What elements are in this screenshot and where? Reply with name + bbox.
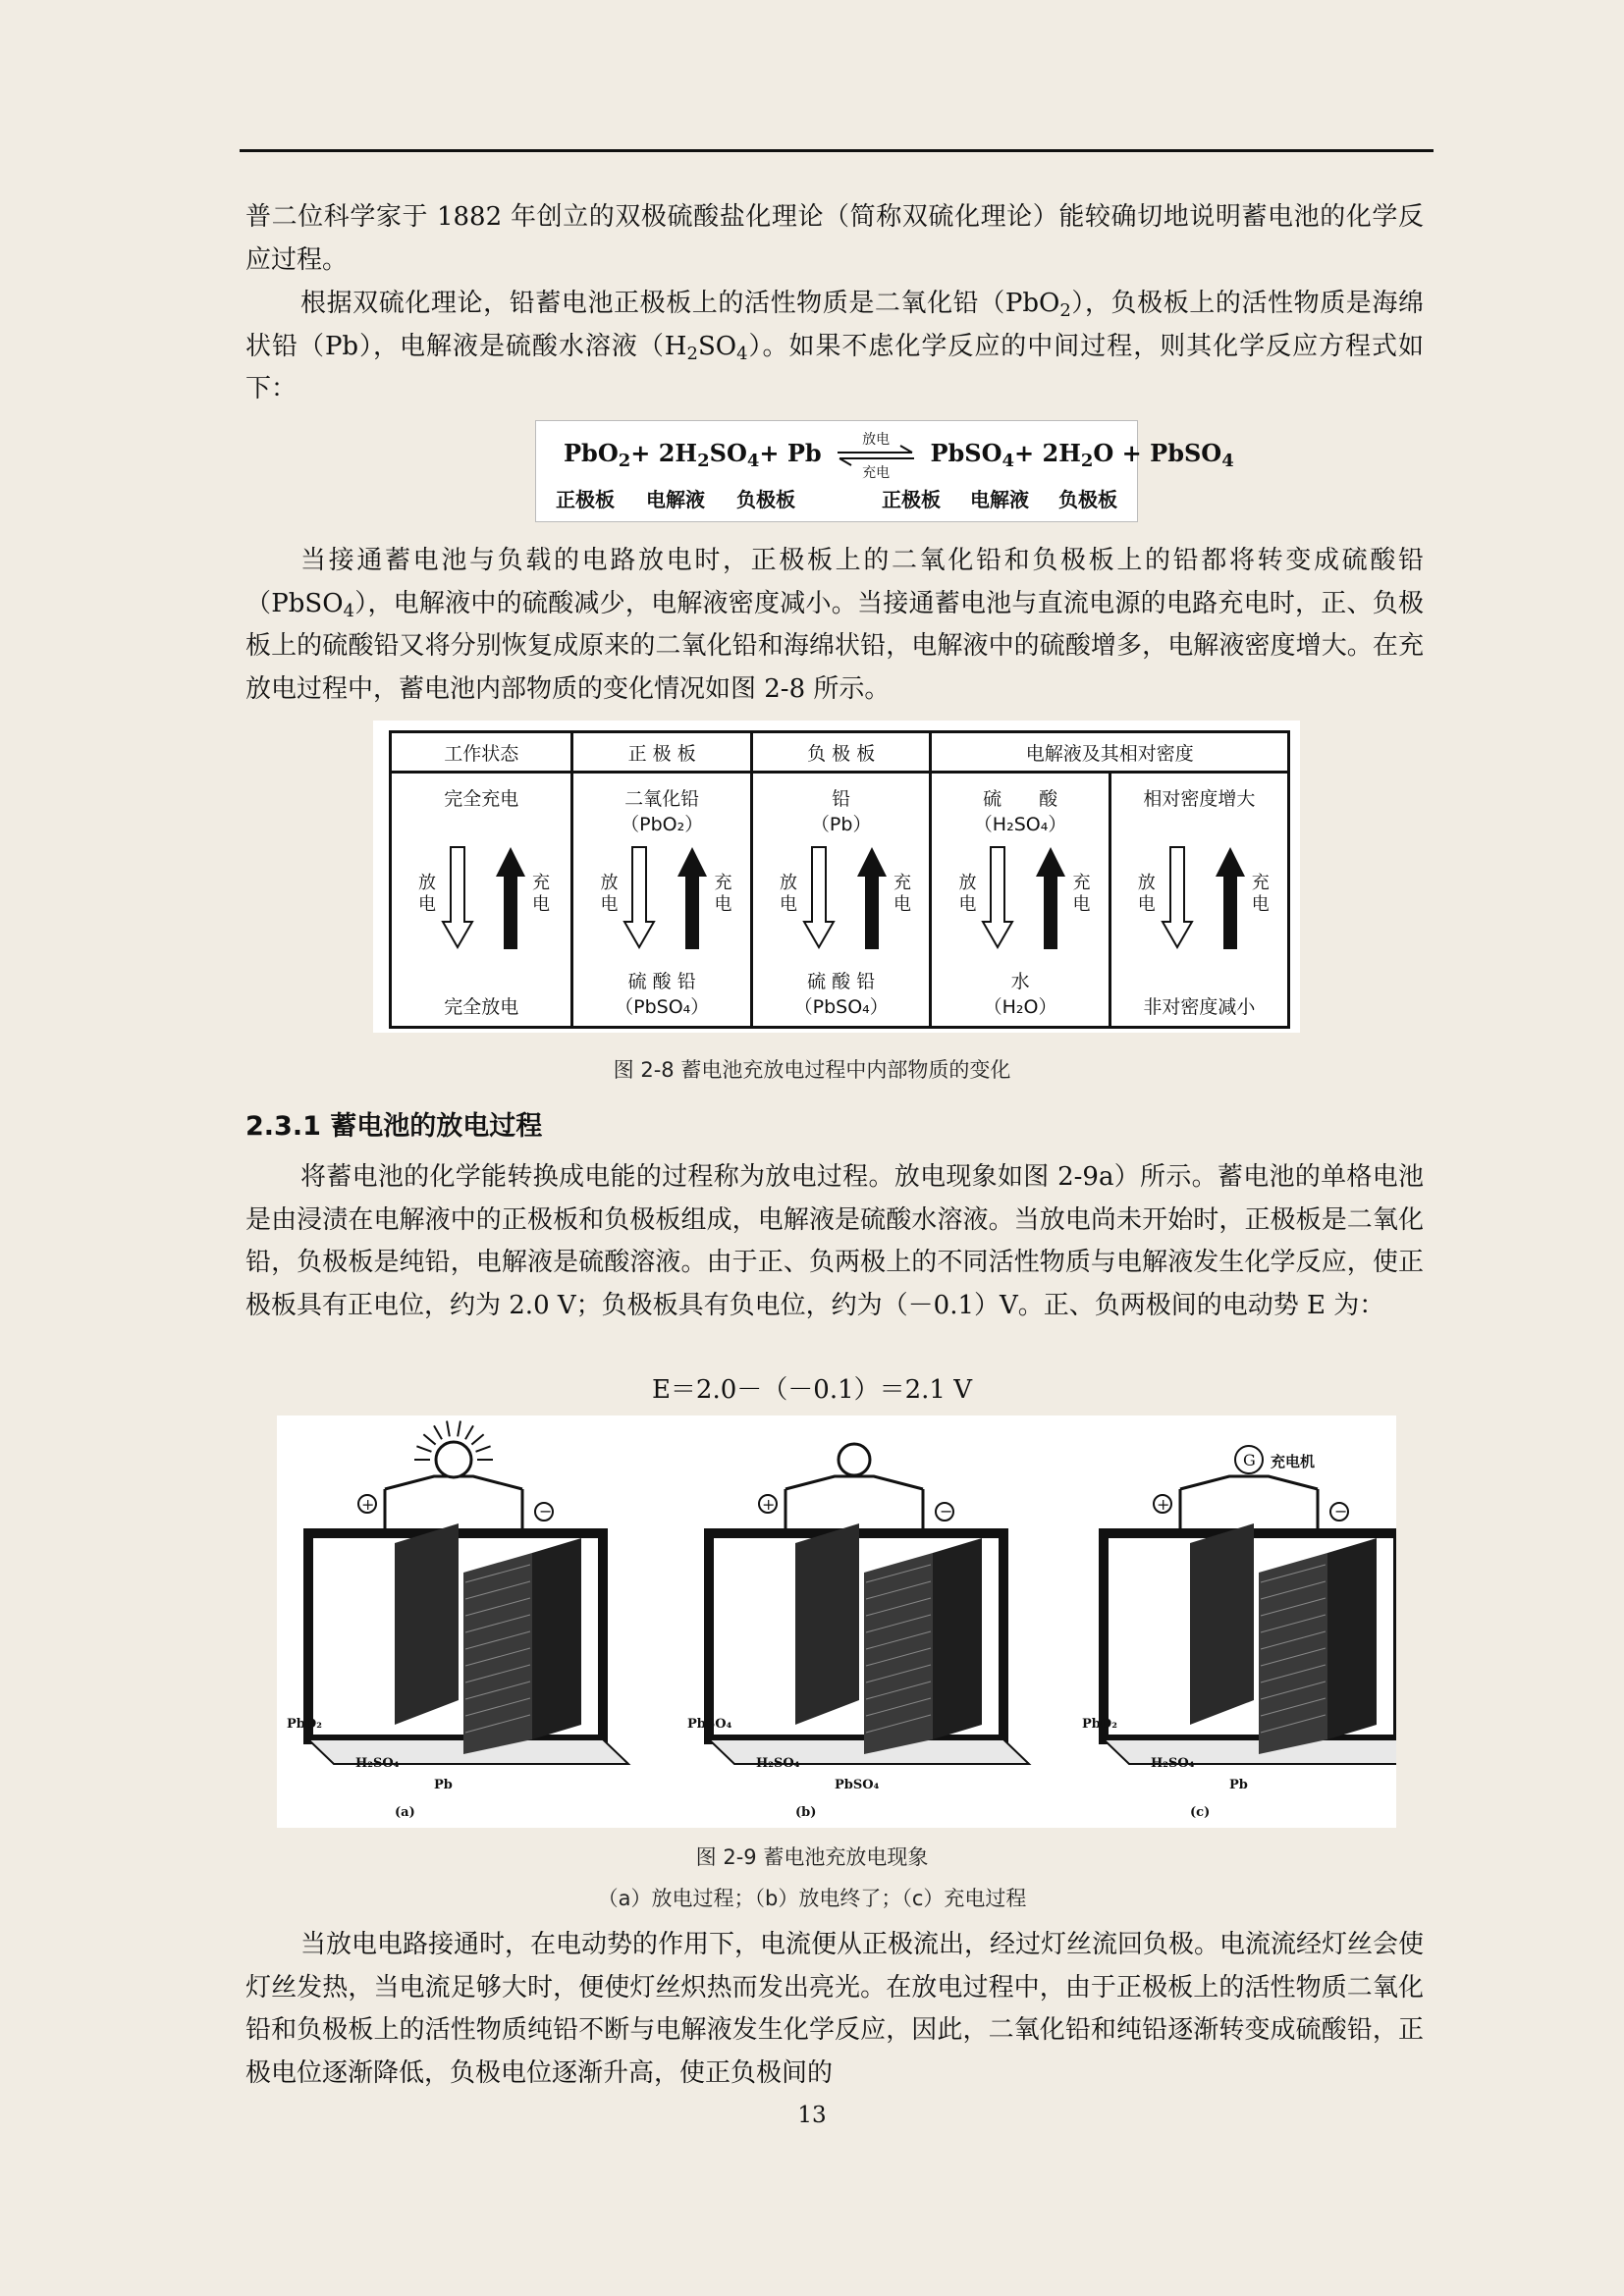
charge-arrow-icon (1214, 845, 1247, 951)
discharged-state-text: 硫 酸 铅 （PbSO₄） (615, 970, 710, 1018)
panel-tag: (a) (395, 1805, 415, 1820)
side-plate (1327, 1538, 1377, 1739)
discharge-label: 放 电 (1137, 872, 1156, 915)
plus-sign: + (1157, 1495, 1170, 1514)
state-cell (931, 773, 1110, 1028)
charge-label: 充 电 (893, 872, 911, 915)
discharge-arrow-icon (981, 845, 1014, 951)
figure-2-9-subcaption: （a）放电过程；（b）放电终了；（c）充电过程 (597, 1887, 1027, 1910)
table-header: 负 极 板 (751, 732, 931, 773)
charge-arrow-icon (676, 845, 709, 951)
circuit-wire (785, 1476, 923, 1489)
discharge-arrow-icon (441, 845, 474, 951)
charged-state-text: 完全充电 (444, 787, 519, 810)
discharged-state-text: 硫 酸 铅 （PbSO₄） (793, 970, 889, 1018)
section-heading: 2.3.1 蓄电池的放电过程 (245, 1111, 543, 1142)
plate-label: PbSO₄ (835, 1778, 880, 1792)
equation-right: PbSO$_4$+ $2H_2O$ + PbSO$_4$ (930, 439, 1234, 471)
reaction-equation (535, 420, 1234, 522)
discharge-label: 放 电 (779, 872, 797, 915)
table-header: 电解液及其相对密度 (931, 732, 1289, 773)
light-ray (416, 1446, 431, 1451)
electrolyte-label: H₂SO₄ (1151, 1756, 1195, 1771)
figure-2-9 (277, 1415, 1396, 1828)
lamp-icon (839, 1444, 870, 1475)
label-negative: 负极板 (736, 488, 795, 511)
discharge-label: 放 电 (958, 872, 977, 915)
paragraph-1: 普二位科学家于 1882 年创立的双极硫酸盐化理论（简称双硫化理论）能较确切地说明蓄电池的化学反应过程。 (245, 202, 1424, 275)
discharge-label: 放 电 (600, 872, 619, 915)
charge-arrow-icon (494, 845, 527, 951)
plus-sign: + (361, 1495, 375, 1514)
label-positive: 正极板 (882, 488, 941, 511)
light-ray (458, 1421, 460, 1437)
minus-sign: − (940, 1502, 953, 1521)
charge-label: 充 电 (714, 872, 732, 915)
header-rule (240, 149, 1434, 152)
minus-sign: − (539, 1502, 553, 1521)
charged-state-text: 铅 （Pb） (810, 787, 872, 835)
figure-2-8-caption: 图 2-8 蓄电池充放电过程中内部物质的变化 (613, 1058, 1011, 1082)
positive-plate (795, 1523, 859, 1725)
state-cell (751, 773, 931, 1028)
discharge-label: 放 电 (418, 872, 436, 915)
charged-state-text: 二氧化铅 （PbO₂） (621, 787, 704, 835)
discharge-arrow-icon (623, 845, 656, 951)
discharged-state-text: 非对密度减小 (1143, 995, 1256, 1018)
label-electrolyte: 电解液 (646, 488, 705, 511)
label-positive: 正极板 (556, 488, 615, 511)
charger-label: 充电机 (1271, 1453, 1316, 1470)
reversible-arrow-icon: 放电 充电 (836, 441, 916, 470)
plus-sign: + (762, 1495, 776, 1514)
light-ray (465, 1425, 473, 1439)
battery-base (1104, 1739, 1396, 1764)
label-electrolyte: 电解液 (970, 488, 1029, 511)
electrolyte-label: H₂SO₄ (756, 1756, 800, 1771)
meter-label: G (1243, 1451, 1256, 1469)
light-ray (423, 1434, 435, 1444)
charge-arrow-icon (1034, 845, 1067, 951)
light-ray (471, 1434, 483, 1444)
charge-label: 充 电 (1072, 872, 1091, 915)
paragraph-3: 当接通蓄电池与负载的电路放电时，正极板上的二氧化铅和负极板上的铅都将转变成硫酸铅（PbSO$_4$），电解液中的硫酸减少，电解液密度减小。当接通蓄电池与直流电源的电路充电时，正、负极板上的硫酸铅又将分别恢复成原来的二氧化铅和海绵状铅，电解液中的硫酸增多，电解液密度增大。在充放电过程中，蓄电池内部物质的变化情况如图 2-8 所示。 (245, 546, 1424, 704)
charged-state-text: 相对密度增大 (1143, 787, 1256, 810)
page-number: 13 (797, 2103, 827, 2128)
plate-label: Pb (1229, 1778, 1248, 1792)
table-header: 正 极 板 (572, 732, 752, 773)
equation-left: $PbO_2+ 2H_2SO_4+ Pb$ (564, 439, 822, 471)
paragraph-5: 当放电电路接通时，在电动势的作用下，电流便从正极流出，经过灯丝流回负极。电流流经灯丝会使灯丝发热，当电流足够大时，便使灯丝炽热而发出亮光。在放电过程中，由于正极板上的活性物质二氧化铅和负极板上的活性物质纯铅不断与电解液发生化学反应，因此，二氧化铅和纯铅逐渐转变成硫酸铅，正极电位逐渐降低，负极电位逐渐升高，使正负极间的 (245, 1930, 1425, 2088)
plate-label: PbO₂ (287, 1717, 322, 1732)
state-cell (391, 773, 572, 1028)
charged-state-text: 硫 酸 （H₂SO₄） (973, 787, 1067, 835)
light-ray (447, 1421, 450, 1437)
charge-label: 充 电 (532, 872, 550, 915)
discharged-state-text: 水 （H₂O） (983, 970, 1057, 1018)
state-table (389, 730, 1290, 1029)
discharged-state-text: 完全放电 (444, 995, 519, 1018)
paragraph-2: 根据双硫化理论，铅蓄电池正极板上的活性物质是二氧化铅（PbO$_2$），负极板上的活性物质是海绵状铅（Pb），电解液是硫酸水溶液$(H_2SO_4)$。如果不虑化学反应的中间过程，则其化学反应方程式如下： (245, 289, 1424, 403)
positive-plate (395, 1523, 459, 1725)
plate-label: PbSO₄ (687, 1717, 732, 1732)
charge-label: 充 电 (1251, 872, 1270, 915)
state-cell (1110, 773, 1288, 1028)
minus-sign: − (1334, 1502, 1348, 1521)
table-header: 工作状态 (391, 732, 572, 773)
electrolyte-label: H₂SO₄ (355, 1756, 400, 1771)
battery-illustrations (277, 1415, 1396, 1828)
light-ray (476, 1446, 491, 1451)
state-cell (572, 773, 752, 1028)
label-negative: 负极板 (1058, 488, 1117, 511)
figure-2-9-caption: 图 2-9 蓄电池充放电现象 (695, 1845, 929, 1869)
side-plate (933, 1538, 982, 1739)
panel-tag: (b) (795, 1805, 817, 1820)
light-ray (434, 1425, 442, 1439)
charge-arrow-icon (855, 845, 889, 951)
discharge-arrow-icon (1161, 845, 1194, 951)
side-plate (532, 1538, 581, 1739)
plate-label: Pb (434, 1778, 453, 1792)
figure-2-8 (373, 721, 1300, 1033)
emf-formula: E＝2.0－（－0.1）＝2.1 V (651, 1375, 973, 1405)
paragraph-4: 将蓄电池的化学能转换成电能的过程称为放电过程。放电现象如图 2-9a）所示。蓄电池的单格电池是由浸渍在电解液中的正极板和负极板组成，电解液是硫酸水溶液。当放电尚未开始时，正极板是二氧化铅，负极板是纯铅，电解液是硫酸溶液。由于正、负两极上的不同活性物质与电解液发生化学反应，使正极板具有正电位，约为 2.0 V；负极板具有负电位，约为（－0.1）V。正、负两极间的电动势 E 为： (245, 1162, 1424, 1320)
panel-tag: (c) (1190, 1805, 1211, 1820)
positive-plate (1190, 1523, 1254, 1725)
lamp-icon (436, 1442, 471, 1477)
circuit-wire (1180, 1476, 1318, 1489)
discharge-arrow-icon (802, 845, 836, 951)
plate-label: PbO₂ (1082, 1717, 1117, 1732)
